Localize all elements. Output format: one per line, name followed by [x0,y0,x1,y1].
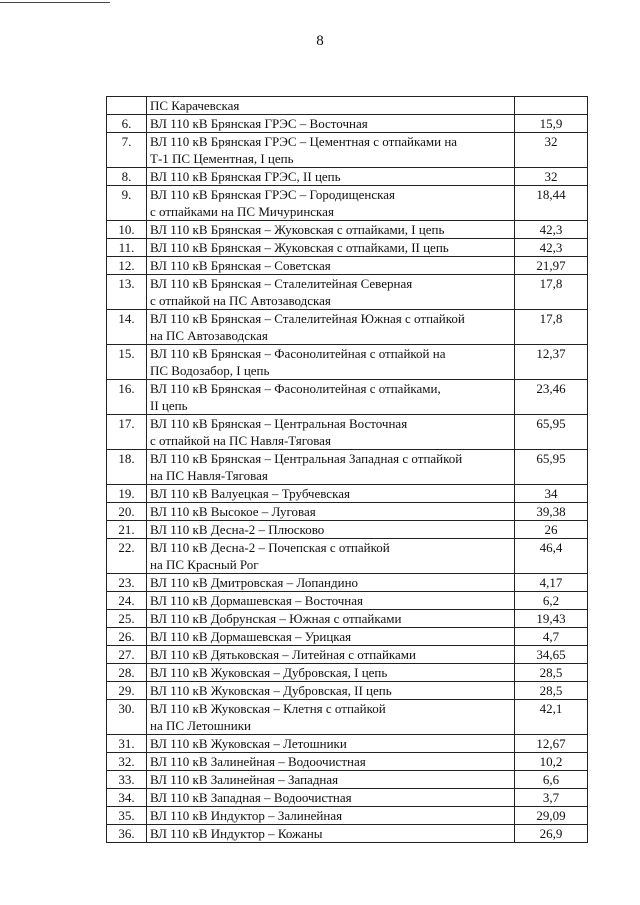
table-row [107,310,588,345]
table-body [107,97,588,843]
page-number: 8 [316,33,324,49]
row-number: 7. [107,133,147,168]
line-length: 65,95 [515,450,588,485]
row-number: 11. [107,239,147,257]
row-number: 21. [107,521,147,539]
line-name [147,610,515,628]
table-row [107,592,588,610]
row-number: 14. [107,310,147,345]
line-length: 39,38 [515,503,588,521]
line-name [147,345,515,380]
line-name [147,521,515,539]
table-row [107,275,588,310]
line-length: 28,5 [515,682,588,700]
line-name-part: ВЛ 110 кВ Брянская – Сталелитейная Северная [150,276,413,291]
table-row [107,450,588,485]
line-name-part: ВЛ 110 кВ Индуктор – Залинейная [150,808,343,823]
line-length: 4,7 [515,628,588,646]
line-name-part: на ПС Автозаводская [150,328,268,343]
line-name-part: ВЛ 110 кВ Десна-2 – Почепская с отпайкой [150,540,390,555]
row-number: 13. [107,275,147,310]
table-row [107,186,588,221]
line-length: 32 [515,133,588,168]
row-number [107,97,147,115]
line-length: 12,67 [515,735,588,753]
line-name [147,221,515,239]
line-name [147,485,515,503]
line-length: 17,8 [515,310,588,345]
line-name-part: ВЛ 110 кВ Индуктор – Кожаны [150,826,323,841]
table-row [107,168,588,186]
top-rule [0,2,110,3]
line-name-part: ВЛ 110 кВ Добрунская – Южная с отпайками [150,611,402,626]
line-length [515,97,588,115]
table-row [107,115,588,133]
table-row-continuation [107,97,588,115]
row-number: 23. [107,574,147,592]
line-name [147,97,515,115]
line-name [147,186,515,221]
line-name [147,807,515,825]
row-number: 30. [107,700,147,735]
line-name-part: ВЛ 110 кВ Залинейная – Водоочистная [150,754,366,769]
line-name [147,133,515,168]
row-number: 17. [107,415,147,450]
line-length: 42,3 [515,221,588,239]
row-number: 8. [107,168,147,186]
line-length: 28,5 [515,664,588,682]
line-name-part: ВЛ 110 кВ Дормашевская – Восточная [150,593,363,608]
line-name [147,168,515,186]
line-name-part: ВЛ 110 кВ Брянская – Фасонолитейная с отпайками, [150,381,441,396]
table-row [107,539,588,574]
line-name [147,574,515,592]
row-number: 26. [107,628,147,646]
row-number: 35. [107,807,147,825]
line-name-part: на ПС Красный Рог [150,557,259,572]
line-name-part: с отпайкой на ПС Автозаводская [150,293,331,308]
line-name [147,700,515,735]
line-length: 42,1 [515,700,588,735]
line-name [147,628,515,646]
table-row [107,735,588,753]
table-row [107,574,588,592]
line-name [147,664,515,682]
row-number: 18. [107,450,147,485]
table-row [107,628,588,646]
table-row [107,133,588,168]
line-name-part: ВЛ 110 кВ Десна-2 – Плюсково [150,522,325,537]
line-length: 23,46 [515,380,588,415]
row-number: 31. [107,735,147,753]
line-name [147,415,515,450]
line-name [147,592,515,610]
line-name [147,257,515,275]
line-name [147,825,515,843]
line-name-part: ВЛ 110 кВ Брянская – Сталелитейная Южная с отпайкой [150,311,465,326]
row-number: 19. [107,485,147,503]
row-number: 27. [107,646,147,664]
line-name-part: ВЛ 110 кВ Дмитровская – Лопандино [150,575,359,590]
line-name-part: II цепь [150,398,188,413]
line-length: 3,7 [515,789,588,807]
line-name-part: ВЛ 110 кВ Брянская ГРЭС – Восточная [150,116,368,131]
line-name [147,310,515,345]
line-name [147,239,515,257]
line-name [147,753,515,771]
table-row [107,521,588,539]
line-name-part: ВЛ 110 кВ Брянская – Жуковская с отпайками, I цепь [150,222,445,237]
row-number: 9. [107,186,147,221]
line-length: 34 [515,485,588,503]
table-row [107,664,588,682]
table-row [107,380,588,415]
line-name [147,539,515,574]
line-name-part: ВЛ 110 кВ Брянская – Фасонолитейная с отпайкой на [150,346,446,361]
row-number: 6. [107,115,147,133]
line-name [147,789,515,807]
line-length: 26,9 [515,825,588,843]
row-number: 36. [107,825,147,843]
table-row [107,700,588,735]
line-length: 32 [515,168,588,186]
line-length: 4,17 [515,574,588,592]
line-name-part: ВЛ 110 кВ Высокое – Луговая [150,504,316,519]
row-number: 33. [107,771,147,789]
line-name [147,682,515,700]
line-name-part: ВЛ 110 кВ Брянская ГРЭС – Цементная с отпайками на [150,134,458,149]
line-name-part: ВЛ 110 кВ Жуковская – Дубровская, I цепь [150,665,388,680]
line-name-part: ВЛ 110 кВ Дятьковская – Литейная с отпайками [150,647,416,662]
row-number: 15. [107,345,147,380]
line-name-part: ВЛ 110 кВ Западная – Водоочистная [150,790,352,805]
line-length: 10,2 [515,753,588,771]
line-length: 12,37 [515,345,588,380]
line-length: 15,9 [515,115,588,133]
line-length: 19,43 [515,610,588,628]
row-number: 29. [107,682,147,700]
row-number: 25. [107,610,147,628]
line-name-part: ВЛ 110 кВ Валуецкая – Трубчевская [150,486,350,501]
line-length: 26 [515,521,588,539]
row-number: 34. [107,789,147,807]
row-number: 10. [107,221,147,239]
table-row [107,345,588,380]
line-name-part: ВЛ 110 кВ Брянская – Центральная Западная с отпайкой [150,451,463,466]
line-length: 34,65 [515,646,588,664]
table-row [107,415,588,450]
line-name [147,771,515,789]
line-name-part: ВЛ 110 кВ Дормашевская – Урицкая [150,629,352,644]
line-name [147,646,515,664]
line-name [147,503,515,521]
row-number: 24. [107,592,147,610]
line-name-part: на ПС Навля-Тяговая [150,468,268,483]
line-name-part: ПС Водозабор, I цепь [150,363,270,378]
line-name-part: ВЛ 110 кВ Жуковская – Дубровская, II цепь [150,683,392,698]
table-row [107,257,588,275]
line-name-part: ВЛ 110 кВ Жуковская – Летошники [150,736,347,751]
line-length: 65,95 [515,415,588,450]
table-row [107,503,588,521]
line-length: 21,97 [515,257,588,275]
table-row [107,646,588,664]
line-name-part: на ПС Летошники [150,718,251,733]
line-name-part: ПС Карачевская [150,98,240,113]
line-name [147,115,515,133]
line-name [147,450,515,485]
row-number: 32. [107,753,147,771]
line-name-part: ВЛ 110 кВ Брянская – Жуковская с отпайками, II цепь [150,240,449,255]
line-name-part: ВЛ 110 кВ Брянская ГРЭС – Городищенская [150,187,395,202]
line-name-part: с отпайками на ПС Мичуринская [150,204,334,219]
line-name [147,380,515,415]
line-length: 17,8 [515,275,588,310]
row-number: 20. [107,503,147,521]
row-number: 12. [107,257,147,275]
table-row [107,221,588,239]
line-length: 6,2 [515,592,588,610]
table-row [107,753,588,771]
line-name [147,275,515,310]
table-row [107,682,588,700]
table-row [107,485,588,503]
row-number: 22. [107,539,147,574]
line-length: 46,4 [515,539,588,574]
line-length: 42,3 [515,239,588,257]
line-name-part: Т-1 ПС Цементная, I цепь [150,151,294,166]
line-name-part: ВЛ 110 кВ Брянская – Центральная Восточная [150,416,408,431]
table-row [107,789,588,807]
table-row [107,807,588,825]
row-number: 28. [107,664,147,682]
line-name-part: ВЛ 110 кВ Брянская ГРЭС, II цепь [150,169,341,184]
line-name-part: ВЛ 110 кВ Жуковская – Клетня с отпайкой [150,701,386,716]
table-row [107,825,588,843]
row-number: 16. [107,380,147,415]
line-name-part: с отпайкой на ПС Навля-Тяговая [150,433,331,448]
line-length: 29,09 [515,807,588,825]
table-row [107,771,588,789]
table-row [107,610,588,628]
table-row [107,239,588,257]
line-name [147,735,515,753]
line-length: 18,44 [515,186,588,221]
line-length: 6,6 [515,771,588,789]
line-name-part: ВЛ 110 кВ Брянская – Советская [150,258,331,273]
line-name-part: ВЛ 110 кВ Залинейная – Западная [150,772,339,787]
power-lines-table [106,96,588,843]
